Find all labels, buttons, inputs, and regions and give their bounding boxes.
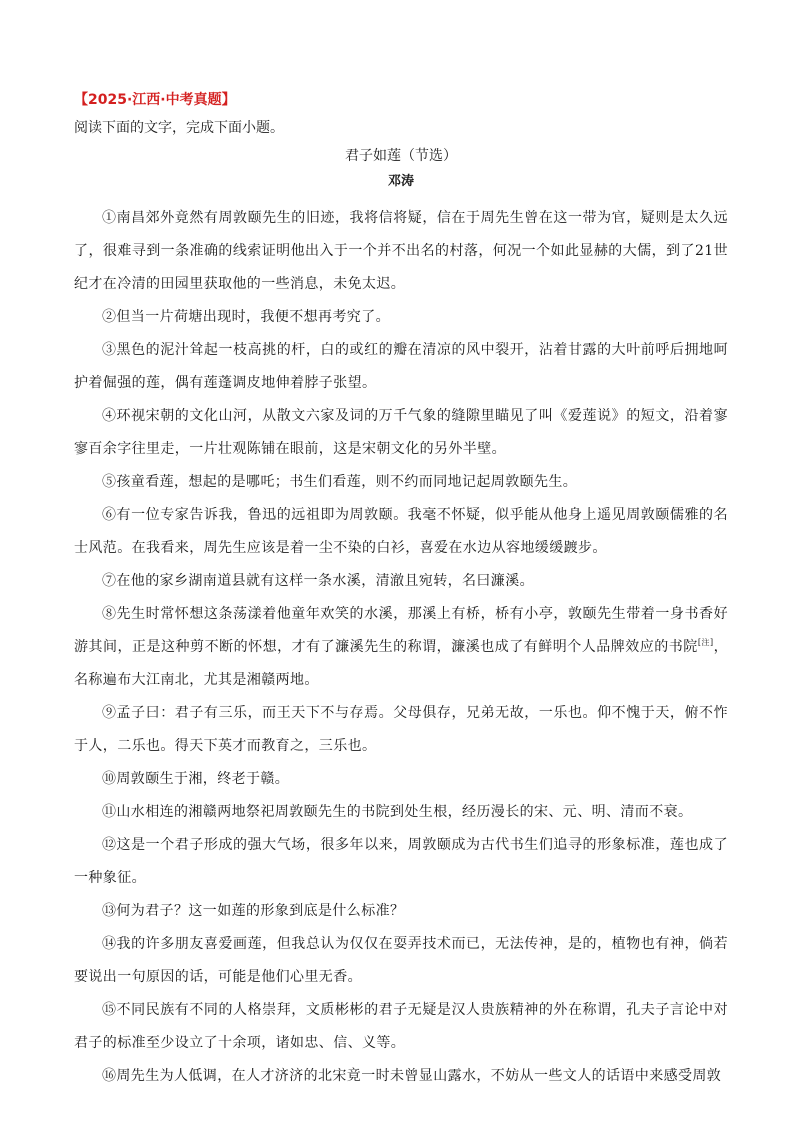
article-author: 邓涛 [387, 174, 414, 189]
paragraph-11: ⑪山水相连的湘赣两地祭祀周敦颐先生的书院到处生根，经历漫长的宋、元、明、清而不衰。 [102, 804, 693, 820]
paragraph-15: ⑮不同民族有不同的人格崇拜，文质彬彬的君子无疑是汉人贵族精神的外在称谓，孔夫子言论中对君子的标准至少设立了十余项，诸如忠、信、义等。 [74, 1002, 728, 1051]
paragraph-3: ③黑色的泥汁耸起一枝高挑的杆，白的或红的瓣在清凉的风中裂开，沾着甘露的大叶前呼后拥地呵护着倔强的莲，偶有莲蓬调皮地伸着脖子张望。 [74, 342, 728, 391]
paragraph-12: ⑫这是一个君子形成的强大气场，很多年以来，周敦颐成为古代书生们追寻的形象标准，莲也成了一种象征。 [74, 837, 728, 886]
article-title: 君子如莲（节选） [345, 148, 457, 164]
paragraph-10: ⑩周敦颐生于湘，终老于赣。 [102, 771, 290, 787]
paragraph-14: ⑭我的许多朋友喜爱画莲，但我总认为仅仅在耍弄技术而已，无法传神，是的，植物也有神，倘若要说出一句原因的话，可能是他们心里无香。 [74, 936, 728, 985]
paragraph-4: ④环视宋朝的文化山河，从散文六家及词的万千气象的缝隙里瞄见了叫《爱莲说》的短文，沿着寥寥百余字往里走，一片壮观陈铺在眼前，这是宋朝文化的另外半壁。 [74, 408, 728, 457]
document-page [74, 90, 728, 1093]
paragraph-5: ⑤孩童看莲，想起的是哪吒；书生们看莲，则不约而同地记起周敦颐先生。 [102, 474, 578, 490]
paragraph-9: ⑨孟子曰：君子有三乐，而王天下不与存焉。父母俱存，兄弟无故，一乐也。仰不愧于天，俯不怍于人，二乐也。得天下英才而教育之，三乐也。 [74, 705, 728, 754]
paragraph-8-text: ⑧先生时常怀想这条荡漾着他童年欢笑的水溪，那溪上有桥，桥有小亭，敦颐先生带着一身书香好游其间，正是这种剪不断的怀想，才有了濂溪先生的称谓，濂溪也成了有鲜明个人品牌效应的书院 [74, 606, 728, 655]
paragraph-8-tail: ，名称遍布大江南北，尤其是湘赣两地。 [74, 639, 728, 688]
paragraph-8 [74, 598, 728, 697]
paragraph-1: ①南昌郊外竟然有周敦颐先生的旧迹，我将信将疑，信在于周先生曾在这一带为官，疑则是太久远了，很难寻到一条准确的线索证明他出入于一个并不出名的村落，何况一个如此显赫的大儒，到了21世纪才在冷清的田园里获取他的一些消息，未免太迟。 [74, 210, 728, 292]
paragraph-6: ⑥有一位专家告诉我，鲁迅的远祖即为周敦颐。我毫不怀疑，似乎能从他身上遥见周敦颐儒雅的名士风范。在我看来，周先生应该是着一尘不染的白衫，喜爱在水边从容地缓缓踱步。 [74, 507, 728, 556]
exam-source-tag: 【2025·江西·中考真题】 [74, 92, 236, 108]
instruction-text: 阅读下面的文字，完成下面小题。 [74, 120, 284, 136]
paragraph-7: ⑦在他的家乡湖南道县就有这样一条水溪，清澈且宛转，名曰濂溪。 [102, 573, 534, 589]
paragraph-2: ②但当一片荷塘出现时，我便不想再考究了。 [102, 309, 390, 325]
paragraph-16: ⑯周先生为人低调，在人才济济的北宋竟一时未曾显山露水，不妨从一些文人的话语中来感受周敦 [102, 1068, 722, 1084]
paragraph-13: ⑬何为君子？这一如莲的形象到底是什么标准？ [102, 903, 405, 919]
footnote-marker: [注] [697, 638, 714, 647]
